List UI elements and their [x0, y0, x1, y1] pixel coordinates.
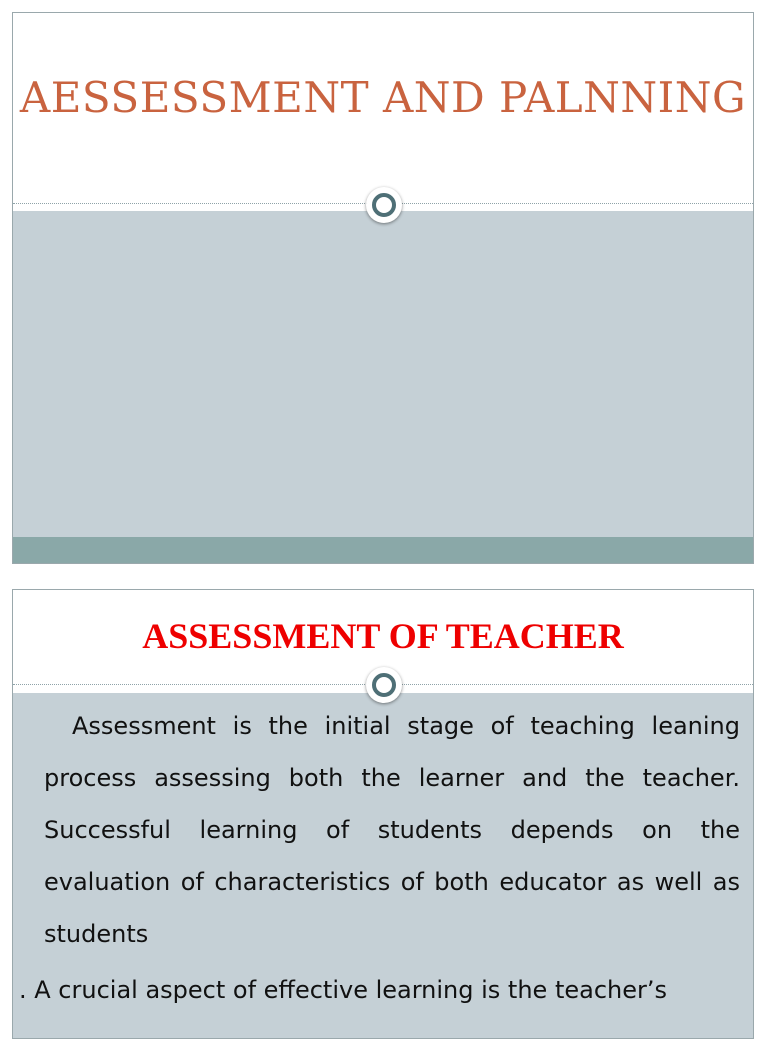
body-paragraph: Assessment is the initial stage of teaching leaning process assessing both the learner and the teacher. Successful learning of students depends on the evaluation of characteristics of both educator as well as students	[44, 712, 740, 948]
ring-ornament-icon	[366, 187, 402, 223]
ring-ornament-icon	[366, 667, 402, 703]
slide-body-panel	[13, 211, 753, 537]
slide-title-area	[13, 13, 753, 203]
body-paragraph: . A crucial aspect of effective learning is the teacher’s	[19, 976, 667, 1004]
slide-title	[12, 12, 754, 564]
slide-footer-band	[13, 537, 753, 564]
slide-assessment-of-teacher	[12, 589, 754, 1039]
slide-title-text: AESSESSMENT AND PALNNING	[19, 73, 747, 122]
slide-heading: ASSESSMENT OF TEACHER	[142, 616, 624, 656]
